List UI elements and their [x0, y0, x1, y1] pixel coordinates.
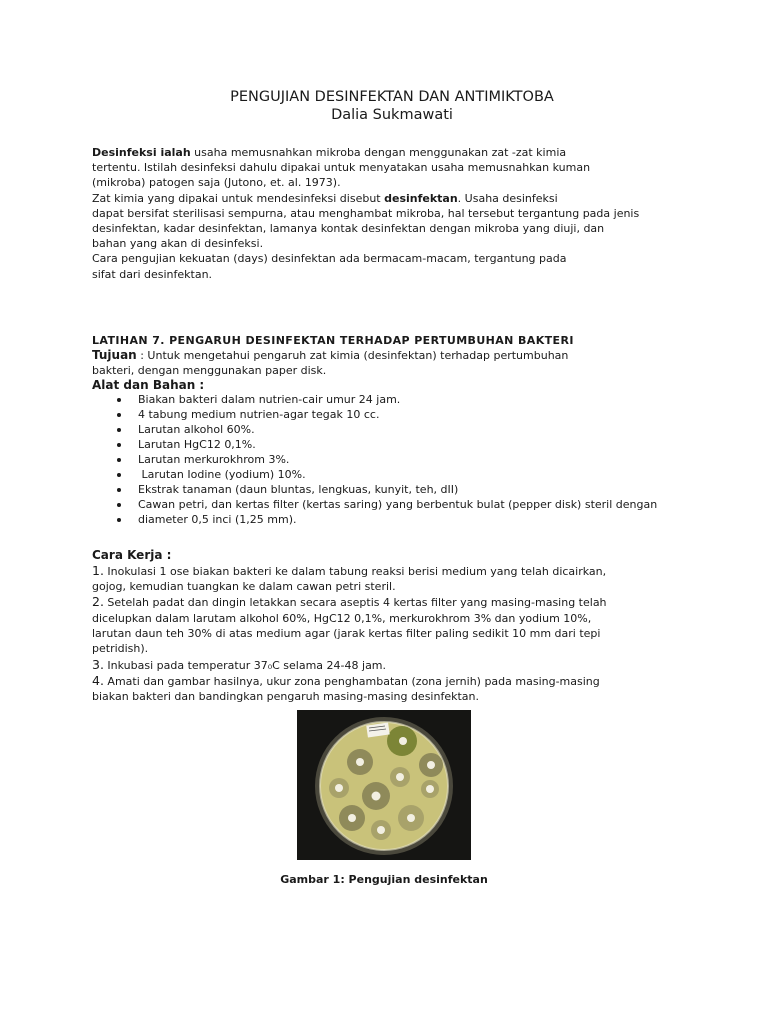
bullet-icon [117, 458, 121, 462]
document-page [92, 88, 692, 705]
list-item: Larutan merkurokhrom 3%. [92, 452, 692, 467]
cara-kerja-heading: Cara Kerja : [92, 547, 172, 562]
figure-caption: Gambar 1: Pengujian desinfektan [280, 873, 488, 886]
list-item: Larutan Iodine (yodium) 10%. [92, 467, 692, 482]
list-item: Larutan HgC12 0,1%. [92, 437, 692, 452]
intro-term-desinfeksi: Desinfeksi ialah [92, 146, 191, 159]
document-title: PENGUJIAN DESINFEKTAN DAN ANTIMIKTOBA [230, 89, 554, 105]
petri-dish-image [297, 710, 471, 860]
step-3: 3. Inkubasi pada temperatur 37₀C selama 24-48 jam. [92, 656, 387, 672]
intro-term-desinfektan: desinfektan [384, 191, 458, 205]
document-author: Dalia Sukmawati [331, 107, 453, 123]
list-item: diameter 0,5 inci (1,25 mm). [92, 512, 692, 527]
cara-kerja-steps [92, 563, 692, 705]
bullet-icon [117, 488, 121, 492]
bullet-icon [117, 473, 121, 477]
bullet-icon [117, 398, 121, 402]
bahan-list [92, 392, 692, 527]
step-2: 2. Setelah padat dan dingin letakkan secara aseptis 4 kertas filter yang masing-masing telah dicelupkan dalam larutam alkohol 60%, HgC12 0,1%, merkurokhrom 3% dan yodium 10%, larutan daun teh 30% di atas medium agar (jarak kertas filter paling sedikit 10 mm dari tepi petridish). [92, 594, 607, 656]
list-item: Biakan bakteri dalam nutrien-cair umur 24 jam. [92, 392, 692, 407]
step-4: 4. Amati dan gambar hasilnya, ukur zona penghambatan (zona jernih) pada masing-masing biakan bakteri dan bandingkan pengaruh masing-masing desinfektan. [92, 672, 600, 704]
bullet-icon [117, 413, 121, 417]
bullet-icon [117, 518, 121, 522]
list-item: Larutan alkohol 60%. [92, 422, 692, 437]
petri-dish-photo [297, 710, 471, 860]
alat-bahan-heading: Alat dan Bahan : [92, 377, 205, 392]
bullet-icon [117, 503, 121, 507]
section-heading: LATIHAN 7. PENGARUH DESINFEKTAN TERHADAP PERTUMBUHAN BAKTERI [92, 333, 574, 347]
bullet-icon [117, 443, 121, 447]
tujuan-text: Tujuan : Untuk mengetahui pengaruh zat kimia (desinfektan) terhadap pertumbuhan bakteri, dengan menggunakan paper disk. [92, 347, 569, 377]
list-item: Cawan petri, dan kertas filter (kertas saring) yang berbentuk bulat (pepper disk) steril dengan [92, 497, 692, 512]
step-1: 1. Inokulasi 1 ose biakan bakteri ke dalam tabung reaksi berisi medium yang telah dicairkan, gojog, kemudian tuangkan ke dalam cawan petri steril. [92, 562, 607, 594]
bullet-icon [117, 428, 121, 432]
intro-text: Desinfeksi ialah usaha memusnahkan mikroba dengan menggunakan zat -zat kimia tertentu. Istilah desinfeksi dahulu dipakai untuk menyatakan usaha memusnahkan kuman (mikroba) patogen saja (Jutono, et. al. 1973). Zat kimia yang dipakai untuk mendesinfeksi disebut desinfektan. Usaha desinfeksi dapat bersifat sterilisasi sempurna, atau menghambat mikroba, hal tersebut tergantung pada jenis desinfektan, kadar desinfektan, lamanya kontak desinfektan dengan mikroba yang diuji, dan bahan yang akan di desinfeksi. Cara pengujian kekuatan (days) desinfektan ada bermacam-macam, tergantung pada sifat dari desinfektan. [92, 146, 640, 281]
list-item: Ekstrak tanaman (daun bluntas, lengkuas, kunyit, teh, dII) [92, 482, 692, 497]
tujuan-label: Tujuan [92, 347, 137, 362]
list-item: 4 tabung medium nutrien-agar tegak 10 cc. [92, 407, 692, 422]
